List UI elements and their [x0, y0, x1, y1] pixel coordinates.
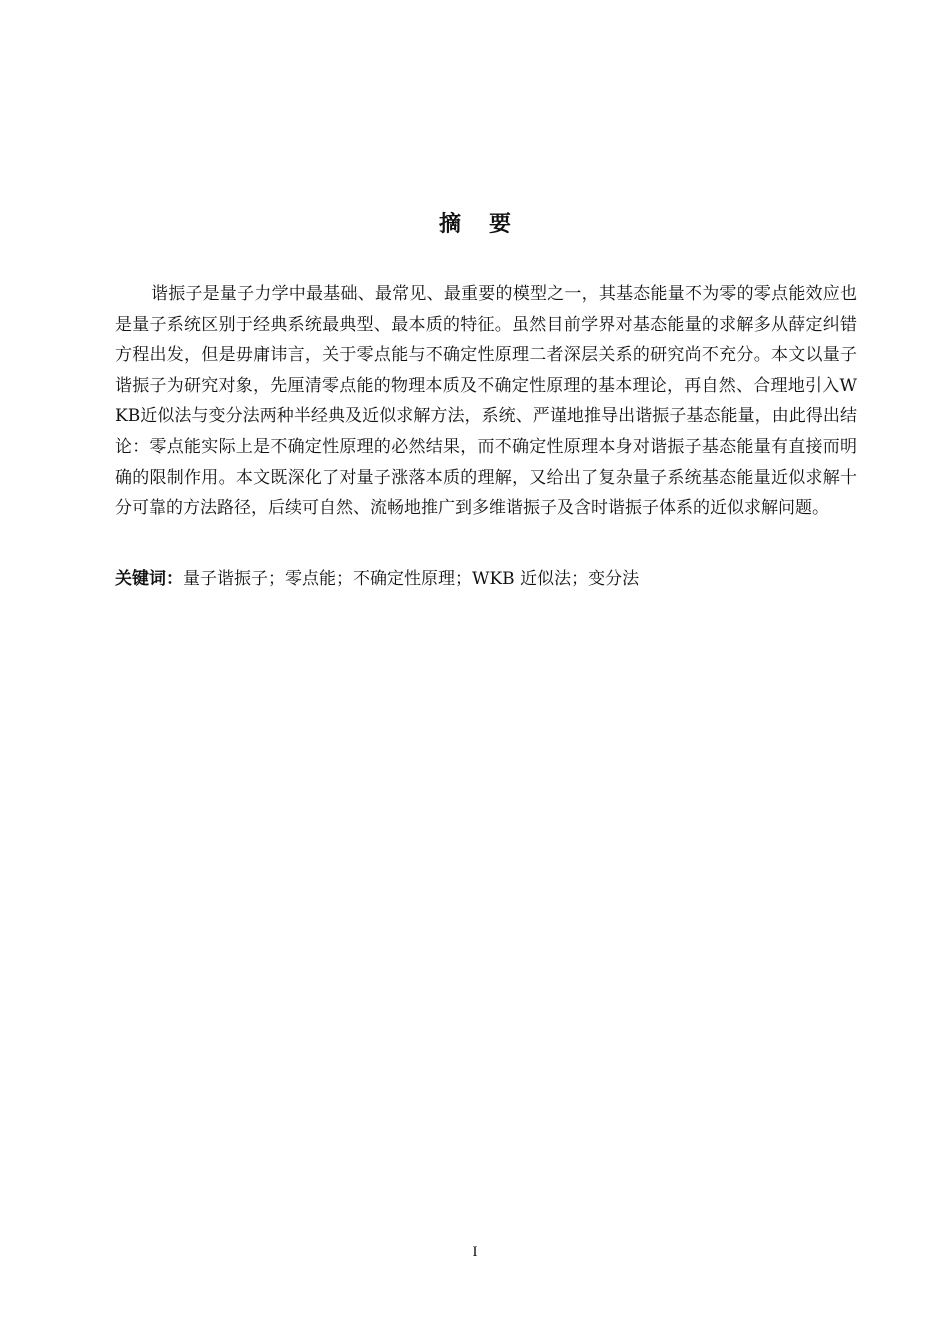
abstract-title-char-1: 摘 [438, 212, 461, 237]
page-number: I [472, 1244, 478, 1260]
abstract-title-char-2: 要 [489, 212, 512, 237]
abstract-title [0, 207, 950, 238]
keywords-label: 关键词： [115, 569, 183, 589]
abstract-body: 谐振子是量子力学中最基础、最常见、最重要的模型之一，其基态能量不为零的零点能效应也是量子系统区别于经典系统最典型、最本质的特征。虽然目前学界对基态能量的求解多从薛定纠错方程出发，但是毋庸讳言，关于零点能与不确定性原理二者深层关系的研究尚不充分。本文以量子谐振子为研究对象，先厘清零点能的物理本质及不确定性原理的基本理论，再自然、合理地引入WKB近似法与变分法两种半经典及近似求解方法，系统、严谨地推导出谐振子基态能量，由此得出结论：零点能实际上是不确定性原理的必然结果，而不确定性原理本身对谐振子基态能量有直接而明确的限制作用。本文既深化了对量子涨落本质的理解，又给出了复杂量子系统基态能量近似求解十分可靠的方法路径，后续可自然、流畅地推广到多维谐振子及含时谐振子体系的近似求解问题。 [115, 284, 857, 519]
keywords-text: 量子谐振子；零点能；不确定性原理；WKB 近似法；变分法 [183, 569, 640, 589]
keywords-line [115, 566, 857, 592]
